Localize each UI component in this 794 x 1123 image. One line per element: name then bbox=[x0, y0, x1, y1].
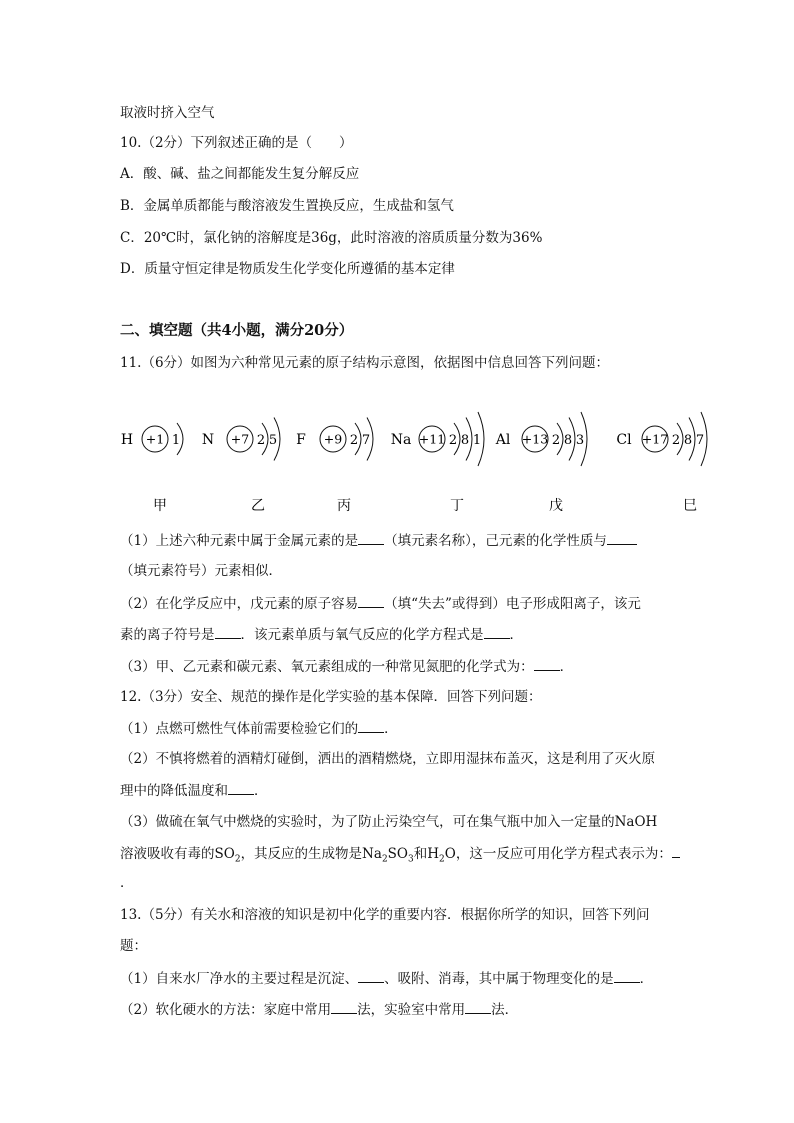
q12-part3-line2: 溶液吸收有毒的$SO_2$，其反应的生成物是$Na_2SO_3$和$H_2O$，这一反应可用化学方程式表示为： bbox=[120, 844, 680, 869]
element-symbol: Al bbox=[495, 432, 511, 448]
electron-count: 1 bbox=[171, 433, 181, 448]
option-c: C．20℃时，氯化钠的溶解度是36g，此时溶液的溶质质量分数为36% bbox=[120, 230, 543, 246]
element-symbol: Na bbox=[390, 432, 412, 448]
answer-blank[interactable] bbox=[534, 657, 560, 671]
electron-count: 8 bbox=[460, 433, 470, 448]
element-label: 戊 bbox=[549, 498, 563, 514]
q11-part2-line2: 素的离子符号是 ．该元素单质与氧气反应的化学方程式是 ． bbox=[120, 627, 523, 643]
q12-part3-line3: ． bbox=[120, 875, 134, 891]
atom-diagram bbox=[296, 418, 373, 515]
electron-count: 2 bbox=[256, 433, 266, 448]
electron-count: 5 bbox=[268, 433, 278, 448]
option-d: D．质量守恒定律是物质发生化学变化所遵循的基本定律 bbox=[120, 261, 455, 277]
answer-blank[interactable] bbox=[215, 625, 241, 639]
q11-part1-line2: （填元素符号）元素相似． bbox=[120, 563, 282, 579]
question-13-line1: 13.（5分）有关水和溶液的知识是初中化学的重要内容．根据你所学的知识，回答下列问 bbox=[120, 907, 650, 923]
nucleus-charge: +11 bbox=[418, 431, 446, 447]
section-heading: 二、填空题（共4小题，满分20分） bbox=[120, 322, 354, 339]
atom-diagram bbox=[495, 412, 587, 514]
nucleus-charge: +1 bbox=[145, 431, 165, 447]
q11-part1-line1: （1）上述六种元素中属于金属元素的是 （填元素名称），己元素的化学性质与 bbox=[120, 531, 637, 550]
q12-part3-line1: （3）做硫在氧气中燃烧的实验时，为了防止污染空气，可在集气瓶中加入一定量的NaOH bbox=[120, 814, 658, 830]
q13-part2: （2）软化硬水的方法：家庭中常用 法，实验室中常用 法． bbox=[120, 1002, 519, 1018]
electron-count: 2 bbox=[551, 433, 561, 448]
answer-blank[interactable] bbox=[607, 531, 637, 545]
answer-blank[interactable] bbox=[672, 844, 680, 858]
element-symbol: H bbox=[120, 432, 134, 448]
atom-diagram bbox=[121, 423, 183, 514]
option-a: A．酸、碱、盐之间都能发生复分解反应 bbox=[120, 166, 360, 182]
electron-count: 8 bbox=[683, 433, 693, 448]
element-label: 丙 bbox=[337, 498, 351, 514]
atom-diagram bbox=[391, 412, 484, 514]
q11-part3: （3）甲、乙元素和碳元素、氧元素组成的一种常见氮肥的化学式为： ． bbox=[120, 659, 574, 675]
text-line: 取液时挤入空气 bbox=[120, 105, 215, 121]
question-11: 11.（6分）如图为六种常见元素的原子结构示意图，依据图中信息回答下列问题： bbox=[120, 355, 610, 371]
answer-blank[interactable] bbox=[484, 625, 510, 639]
answer-blank[interactable] bbox=[331, 1000, 357, 1014]
nucleus-charge: +9 bbox=[323, 431, 343, 447]
answer-blank[interactable] bbox=[358, 969, 384, 983]
atom-diagram bbox=[202, 418, 280, 515]
electron-count: 7 bbox=[361, 433, 371, 448]
question-10: 10.（2分）下列叙述正确的是（ ） bbox=[120, 135, 353, 151]
electron-count: 1 bbox=[472, 433, 482, 448]
answer-blank[interactable] bbox=[358, 719, 384, 733]
element-symbol: Cl bbox=[616, 432, 632, 448]
element-label: 巳 bbox=[683, 498, 697, 514]
electron-count: 7 bbox=[695, 433, 705, 448]
q12-part2-line2: 理中的降低温度和 ． bbox=[120, 783, 268, 799]
answer-blank[interactable] bbox=[228, 781, 254, 795]
electron-count: 2 bbox=[448, 433, 458, 448]
answer-blank[interactable] bbox=[465, 1000, 491, 1014]
question-12: 12.（3分）安全、规范的操作是化学实验的基本保障．回答下列问题： bbox=[120, 689, 542, 705]
q11-part2-line1: （2）在化学反应中，戊元素的原子容易 （填“失去”或得到）电子形成阳离子，该元 bbox=[120, 596, 641, 612]
electron-count: 8 bbox=[563, 433, 573, 448]
answer-blank[interactable] bbox=[358, 531, 384, 545]
nucleus-charge: +13 bbox=[521, 431, 549, 447]
electron-count: 2 bbox=[349, 433, 359, 448]
atom-diagram bbox=[616, 412, 707, 514]
q13-part1: （1）自来水厂净水的主要过程是沉淀、 、吸附、消毒，其中属于物理变化的是 ． bbox=[120, 971, 654, 987]
nucleus-charge: +17 bbox=[641, 431, 669, 447]
answer-blank[interactable] bbox=[614, 969, 640, 983]
electron-count: 2 bbox=[671, 433, 681, 448]
element-label: 甲 bbox=[153, 498, 167, 514]
element-symbol: F bbox=[296, 432, 306, 448]
element-label: 丁 bbox=[450, 498, 464, 514]
question-13-line2: 题： bbox=[120, 938, 147, 954]
answer-blank[interactable] bbox=[358, 594, 384, 608]
q12-part1: （1）点燃可燃性气体前需要检验它们的 ． bbox=[120, 721, 398, 737]
element-label: 乙 bbox=[251, 498, 265, 514]
option-b: B．金属单质都能与酸溶液发生置换反应，生成盐和氢气 bbox=[120, 198, 454, 214]
electron-count: 3 bbox=[575, 433, 585, 448]
element-symbol: N bbox=[201, 432, 215, 448]
nucleus-charge: +7 bbox=[230, 431, 250, 447]
q12-part2-line1: （2）不慎将燃着的酒精灯碰倒，洒出的酒精燃烧，立即用湿抹布盖灭，这是利用了灭火原 bbox=[120, 751, 656, 767]
